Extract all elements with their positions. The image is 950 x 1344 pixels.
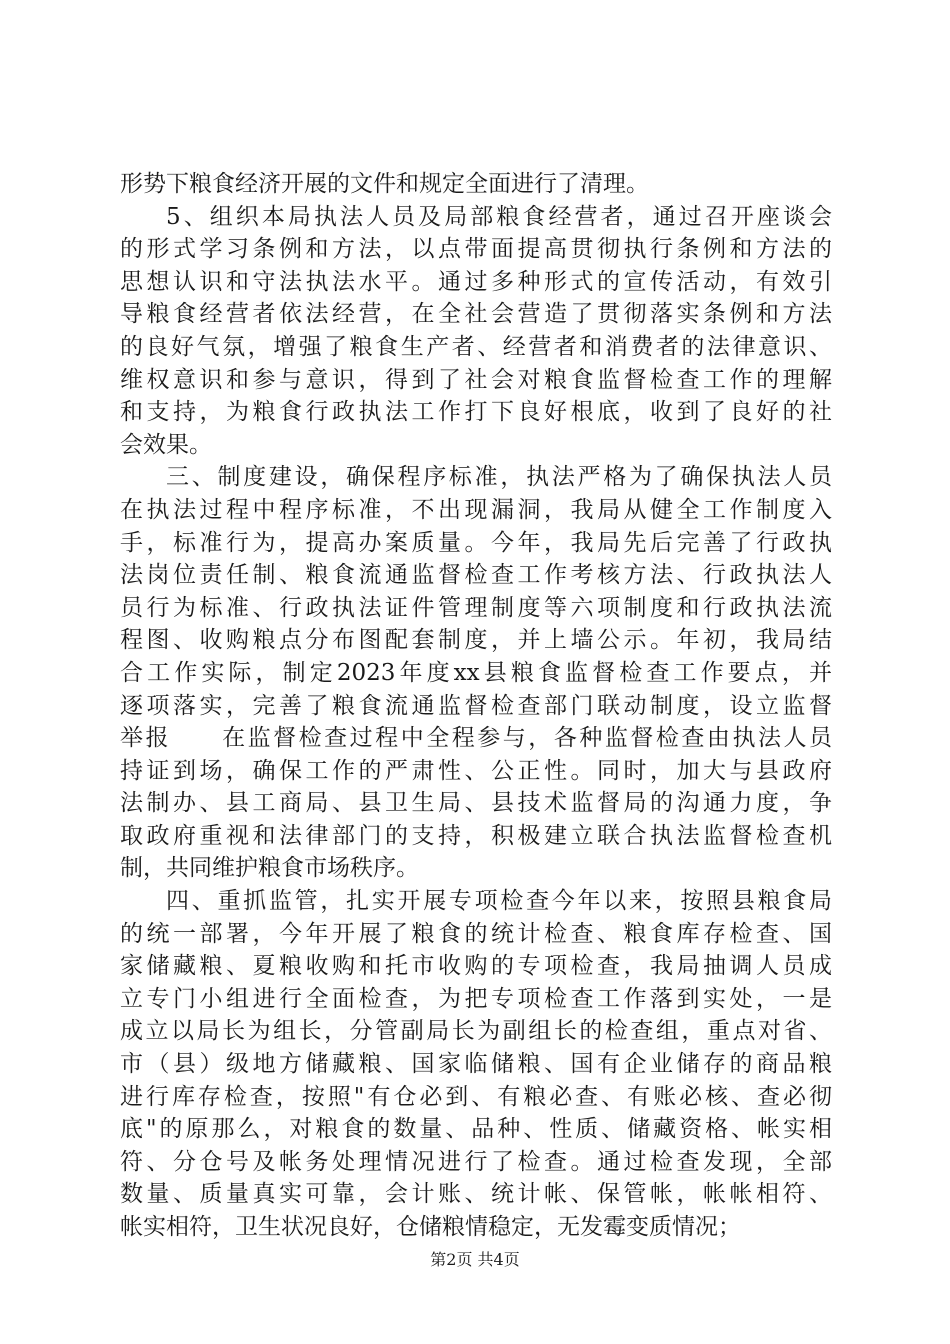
- text-line: 和支持，为粮食行政执法工作打下良好根底，收到了良好的社: [120, 399, 832, 426]
- paragraph: [120, 168, 832, 201]
- document-body: [120, 168, 832, 1244]
- text-line: 的统一部署，今年开展了粮食的统计检查、粮食库存检查、国: [120, 920, 832, 947]
- text-line: 数量、质量真实可靠，会计账、统计帐、保管帐，帐帐相符、: [120, 1181, 832, 1208]
- text-line: 法制办、县工商局、县卫生局、县技术监督局的沟通力度，争: [120, 790, 832, 817]
- text-line: 家储藏粮、夏粮收购和托市收购的专项检查，我局抽调人员成: [120, 953, 832, 980]
- paragraph: [120, 461, 832, 885]
- text-line: 维权意识和参与意识，得到了社会对粮食监督检查工作的理解: [120, 366, 832, 393]
- paragraph: [120, 201, 832, 462]
- text-line: 逐项落实，完善了粮食流通监督检查部门联动制度，设立监督: [120, 692, 832, 719]
- text-line: 手，标准行为，提高办案质量。今年，我局先后完善了行政执: [120, 529, 832, 556]
- text-line: 取政府重视和法律部门的支持，积极建立联合执法监督检查机: [120, 822, 832, 849]
- paragraph: [120, 885, 832, 1244]
- text-line: 符、分仓号及帐务处理情况进行了检查。通过检查发现，全部: [120, 1148, 832, 1175]
- text-line: 持证到场，确保工作的严肃性、公正性。同时，加大与县政府: [120, 757, 832, 784]
- text-line: 法岗位责任制、粮食流通监督检查工作考核方法、行政执法人: [120, 562, 832, 589]
- text-line: 在执法过程中程序标准，不出现漏洞，我局从健全工作制度入: [120, 496, 832, 523]
- page-indicator: 第2页 共4页: [430, 1250, 520, 1269]
- text-line: 的良好气氛，增强了粮食生产者、经营者和消费者的法律意识、: [120, 333, 832, 360]
- text-line: 程图、收购粮点分布图配套制度，并上墙公示。年初，我局结: [120, 627, 832, 654]
- text-line: 底"的原那么，对粮食的数量、品种、性质、储藏资格、帐实相: [120, 1116, 832, 1143]
- text-line: 三、制度建设，确保程序标准，执法严格为了确保执法人员: [166, 464, 832, 491]
- text-line: 成立以局长为组长，分管副局长为副组长的检查组，重点对省、: [120, 1018, 832, 1045]
- text-line: 会效果。: [120, 431, 212, 458]
- text-line: 帐实相符，卫生状况良好，仓储粮情稳定，无发霉变质情况；: [120, 1214, 741, 1240]
- text-line: 制，共同维护粮食市场秩序。: [120, 855, 419, 882]
- text-line: 员行为标准、行政执法证件管理制度等六项制度和行政执法流: [120, 594, 832, 621]
- text-line: 立专门小组进行全面检查，为把专项检查工作落到实处，一是: [120, 985, 832, 1012]
- text-line: 市（县）级地方储藏粮、国家临储粮、国有企业储存的商品粮: [120, 1051, 832, 1078]
- text-line: 合工作实际，制定2023年度xx县粮食监督检查工作要点，并: [120, 659, 832, 686]
- text-line: 进行库存检查，按照"有仓必到、有粮必查、有账必核、查必彻: [120, 1083, 832, 1110]
- text-line: 5、组织本局执法人员及局部粮食经营者，通过召开座谈会: [166, 203, 832, 230]
- text-line: 形势下粮食经济开展的文件和规定全面进行了清理。: [120, 171, 649, 197]
- text-line: 思想认识和守法执法水平。通过多种形式的宣传活动，有效引: [120, 268, 832, 295]
- text-line: 导粮食经营者依法经营，在全社会营造了贯彻落实条例和方法: [120, 301, 832, 328]
- text-line: 举报 在监督检查过程中全程参与，各种监督检查由执法人员: [120, 725, 832, 752]
- text-line: 四、重抓监管，扎实开展专项检查今年以来，按照县粮食局: [166, 888, 832, 915]
- text-line: 的形式学习条例和方法，以点带面提高贯彻执行条例和方法的: [120, 236, 832, 263]
